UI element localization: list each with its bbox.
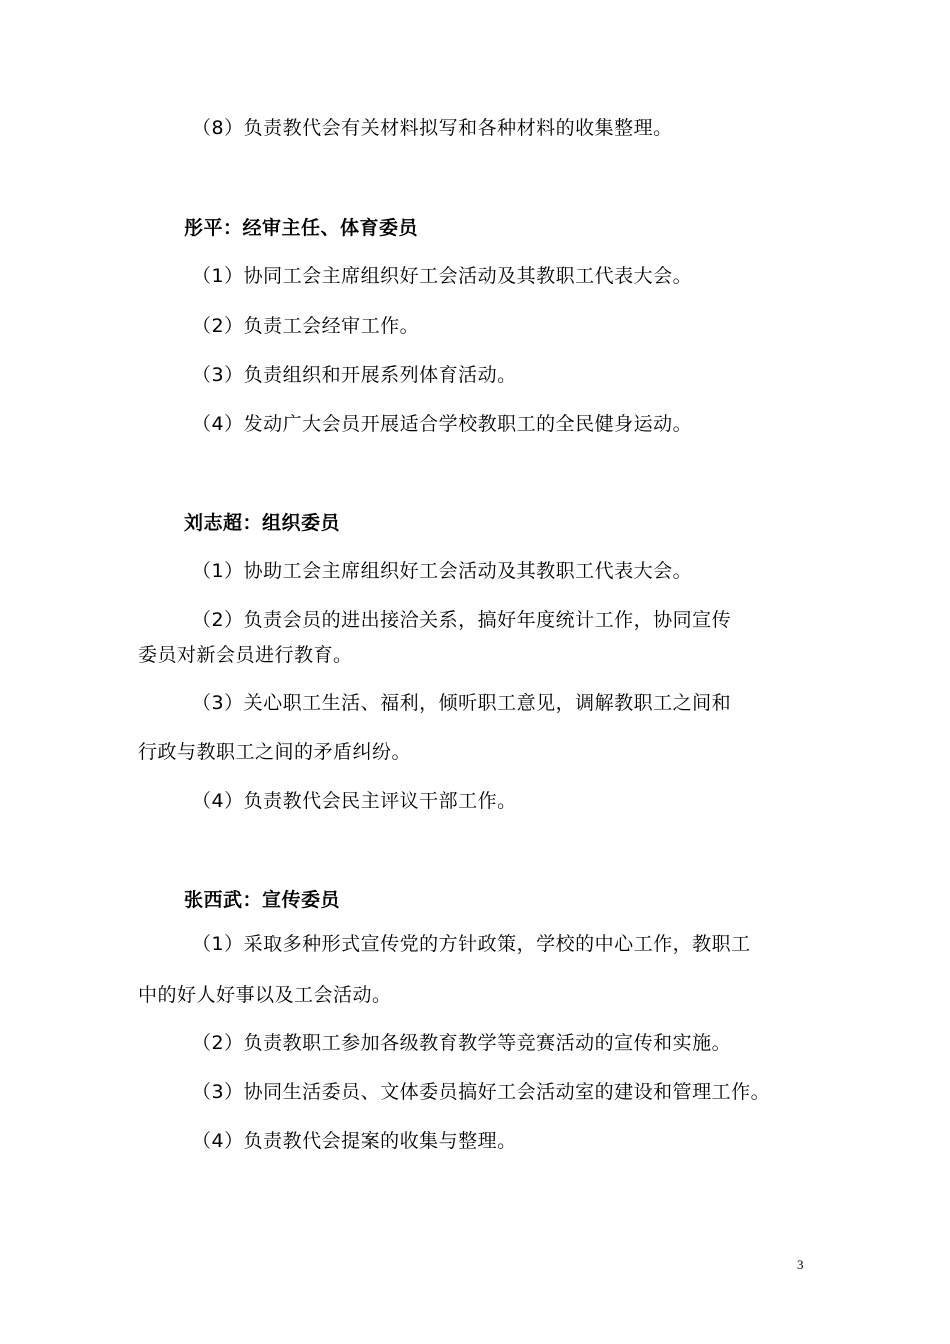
item-text: （2）负责工会经审工作。	[192, 315, 420, 337]
item-text: （1）协助工会主席组织好工会活动及其教职工代表大会。	[192, 560, 693, 582]
item-text: （3）协同生活委员、文体委员搞好工会活动室的建设和管理工作。	[192, 1081, 771, 1103]
item-text: （1）采取多种形式宣传党的方针政策，学校的中心工作，教职工	[192, 933, 751, 955]
item-text: （2）负责会员的进出接洽关系，搞好年度统计工作，协同宣传	[192, 609, 732, 631]
section-heading: 彤平：经审主任、体育委员	[184, 217, 419, 239]
item-text: （4）负责教代会民主评议干部工作。	[192, 790, 517, 812]
item-text: （4）发动广大会员开展适合学校教职工的全民健身运动。	[192, 413, 693, 435]
item-text: 中的好人好事以及工会活动。	[138, 984, 392, 1006]
item-text: （2）负责教职工参加各级教育教学等竞赛活动的宣传和实施。	[192, 1032, 732, 1054]
item-text: （3）负责组织和开展系列体育活动。	[192, 364, 517, 386]
item-text: （4）负责教代会提案的收集与整理。	[192, 1130, 517, 1152]
item-text: （8）负责教代会有关材料拟写和各种材料的收集整理。	[192, 117, 673, 139]
item-text: （3）关心职工生活、福利，倾听职工意见，调解教职工之间和	[192, 692, 732, 714]
page-number: 3	[797, 1257, 804, 1272]
section-heading: 张西武：宣传委员	[184, 889, 341, 911]
item-text: 委员对新会员进行教育。	[138, 644, 353, 666]
item-text: 行政与教职工之间的矛盾纠纷。	[138, 741, 412, 763]
item-text: （1）协同工会主席组织好工会活动及其教职工代表大会。	[192, 265, 693, 287]
section-heading: 刘志超：组织委员	[184, 512, 341, 534]
